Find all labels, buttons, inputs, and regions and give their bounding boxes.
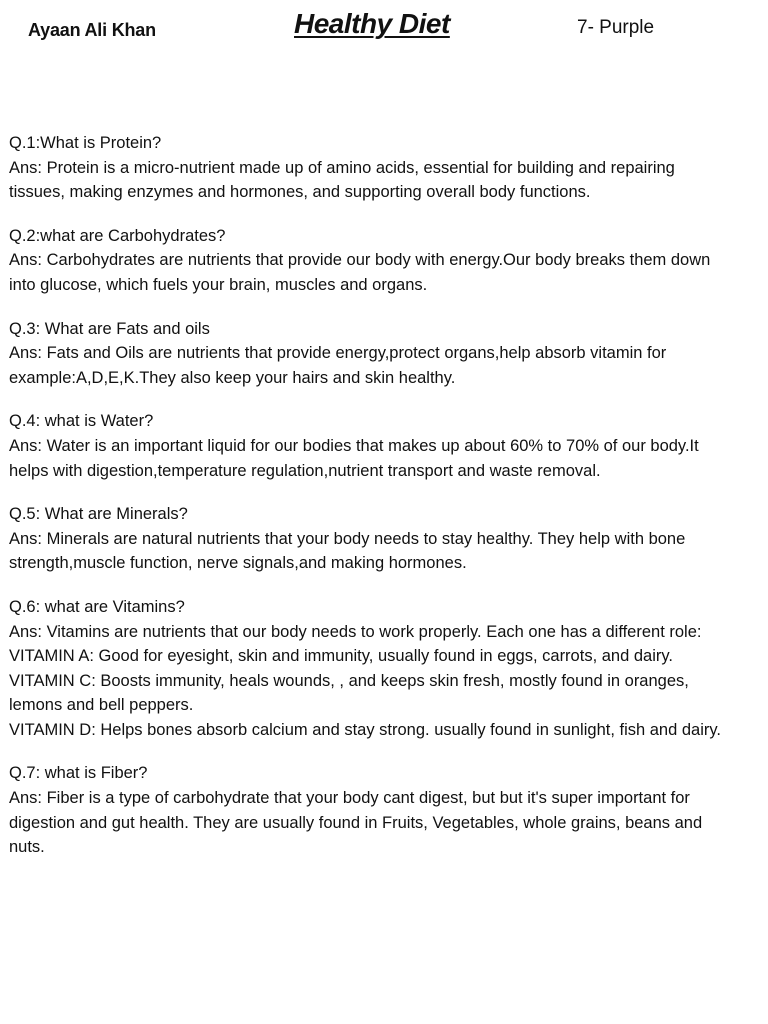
answer-text: Ans: Water is an important liquid for our bodies that makes up about 60% to 70% of our body.It helps with digestion,temperature regulation,nutrient transport and waste removal. xyxy=(9,436,699,480)
answer-text: Ans: Carbohydrates are nutrients that provide our body with energy.Our body breaks them down into glucose, which fuels your brain, muscles and organs. xyxy=(9,251,711,294)
qa-list xyxy=(9,131,731,879)
question-text: Q.5: What are Minerals? xyxy=(9,505,188,524)
qa-item-7 xyxy=(9,761,731,859)
answer-text: Ans: Protein is a micro-nutrient made up of amino acids, essential for building and repairing tissues, making enzymes and hormones, and supporting overall body functions. xyxy=(9,158,675,202)
answer-text: Ans: Vitamins are nutrients that our body needs to work properly. Each one has a different role: xyxy=(9,622,702,641)
question-text: Q.3: What are Fats and oils xyxy=(9,319,210,338)
document-header xyxy=(0,0,768,60)
answer-text: Ans: Minerals are natural nutrients that your body needs to stay healthy. They help with bone strength,muscle function, nerve signals,and making hormones. xyxy=(9,529,686,573)
qa-item-5 xyxy=(9,502,731,576)
answer-text: Ans: Fats and Oils are nutrients that provide energy,protect organs,help absorb vitamin for example:A,D,E,K.They also keep your hairs and skin healthy. xyxy=(9,344,667,387)
document-title: Healthy Diet xyxy=(294,8,450,39)
question-text: Q.2:what are Carbohydrates? xyxy=(9,226,226,245)
question-text: Q.4: what is Water? xyxy=(9,412,154,431)
student-name: Ayaan Ali Khan xyxy=(28,20,156,40)
question-text: Q.6: what are Vitamins? xyxy=(9,597,185,616)
qa-item-3 xyxy=(9,317,731,391)
vitamin-a-text: VITAMIN A: Good for eyesight, skin and immunity, usually found in eggs, carrots, and dairy. xyxy=(9,647,673,666)
class-label: 7- Purple xyxy=(577,17,655,38)
question-text: Q.7: what is Fiber? xyxy=(9,764,148,783)
qa-item-1 xyxy=(9,131,731,205)
vitamin-c-text: VITAMIN C: Boosts immunity, heals wounds, , and keeps skin fresh, mostly found in oranges, lemons and bell peppers. xyxy=(9,671,689,715)
qa-item-4 xyxy=(9,409,731,483)
vitamin-d-text: VITAMIN D: Helps bones absorb calcium and stay strong. usually found in sunlight, fish and dairy. xyxy=(9,720,721,739)
qa-item-6 xyxy=(9,595,731,743)
qa-item-2 xyxy=(9,224,731,298)
answer-text: Ans: Fiber is a type of carbohydrate that your body cant digest, but but it's super important for digestion and gut health. They are usually found in Fruits, Vegetables, whole grains, beans and nuts. xyxy=(9,789,703,857)
question-text: Q.1:What is Protein? xyxy=(9,134,162,152)
